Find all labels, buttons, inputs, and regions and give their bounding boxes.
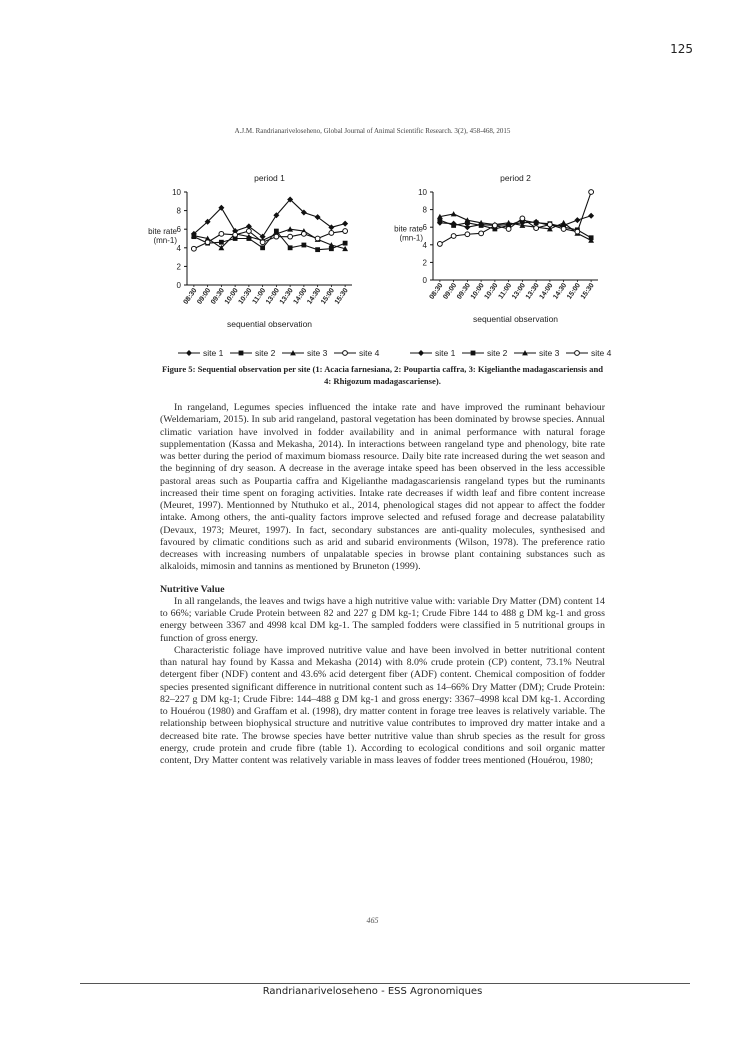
x-tick-label: 13:00 — [511, 282, 528, 301]
x-tick-label: 14:30 — [306, 287, 323, 306]
x-axis-label: sequential observation — [226, 319, 313, 329]
series-line-1 — [194, 199, 345, 236]
legend-marker-1 — [418, 350, 424, 356]
data-point-site-4 — [520, 216, 525, 221]
journal-page-number: 465 — [366, 916, 379, 925]
data-point-site-4 — [205, 240, 210, 245]
series-line-2 — [194, 231, 345, 250]
paragraph-1: In rangeland, Legumes species influenced the intake rate and have improved the ruminant behaviour (Weldemariam, 2015). In sub arid rangeland, pastoral vegetation has been dominated by browse species. Annual climatic variation have involved in fodder availability and in animal performance with natural forage supplementation (Kassa and Mekasha, 2014). In interactions between rangeland type and phenology, bite rate was better during the period of maximum biomass resource. Daily bite rate increased during the wet season and the beginning of dry season. A decrease in the average intake speed has been observed in the less accessible pastoral areas such as Poupartia caffra and Kigelianthe madagascariensis rangeland types but the ruminants increased their time spent on foraging activities. Intake rate decreases if width leaf and fibre content increase (Meuret, 1997). Mentionned by Ntuthuko et al., 2014, phenological stages did not appear to affect the fodder intake. Among others, the anti-quality factors improve selected and refused forage and decrease palatability (Devaux, 1973; Meuret, 1997). In fact, secondary substances are anti-quality molecules, synthesised and favoured by climatic conditions such as arid and subarid environments (Wilson, 1978). The preference ratio decreases with increasing numbers of unpalatable species in browse plant containing substances such as alkaloids, mimosin and tannins as mentioned by Bruneton (1999). — [160, 402, 605, 573]
legend-label: site 1 — [203, 348, 224, 358]
chart-title: period 1 — [254, 173, 285, 183]
x-tick-label: 09:30 — [456, 282, 473, 301]
x-tick-label: 09:30 — [210, 287, 227, 306]
x-axis-label: sequential observation — [472, 314, 559, 324]
x-tick-label: 13:30 — [278, 287, 295, 306]
x-tick-label: 10:30 — [237, 287, 254, 306]
y-tick-label: 6 — [176, 225, 181, 235]
legend-marker-2 — [471, 351, 476, 356]
y-tick-label: 0 — [422, 276, 427, 285]
y-tick-label: 4 — [422, 240, 427, 250]
x-tick-label: 13:30 — [524, 282, 541, 301]
data-point-site-2 — [219, 240, 224, 245]
legend-period-1 — [176, 346, 391, 360]
section-heading: Nutritive Value — [160, 583, 225, 595]
data-point-site-4 — [561, 227, 566, 232]
data-point-site-4 — [191, 246, 196, 251]
legend-marker-4 — [343, 351, 348, 356]
x-tick-label: 10:00 — [223, 287, 240, 306]
chart-period-2 — [393, 172, 618, 332]
x-tick-label: 15:00 — [320, 287, 337, 306]
legend-label: site 3 — [307, 348, 328, 358]
data-point-site-4 — [219, 231, 224, 236]
data-point-site-4 — [492, 223, 497, 228]
legend-label: site 4 — [359, 348, 380, 358]
data-point-site-4 — [329, 231, 334, 236]
footer-text: Randrianarivelosehen​o - ESS Agronomiques — [262, 986, 483, 997]
data-point-site-4 — [437, 242, 442, 247]
data-point-site-2 — [451, 223, 456, 228]
paragraph-2: In all rangelands, the leaves and twigs have a high nutritive value with: variable Dry Matter (DM) content 14 to 66%; variable Crude Protein between 82 and 227 g DM kg-1; Crude Fibre 144 to 488 g DM kg-1 and gross energy between 3367 and 4998 kcal DM kg-1. The sampled fodders were classified in 5 nutritional groups in function of gross energy. — [160, 595, 605, 644]
x-tick-label: 11:00 — [497, 282, 514, 301]
legend-marker-4 — [575, 351, 580, 356]
data-point-site-4 — [589, 190, 594, 195]
x-tick-label: 14:00 — [538, 282, 555, 301]
data-point-site-4 — [547, 222, 552, 227]
y-tick-label: 10 — [418, 188, 427, 197]
data-point-site-4 — [260, 240, 265, 245]
y-axis-label-unit: (mn-1) — [153, 235, 177, 245]
y-tick-label: 8 — [176, 206, 181, 216]
legend-label: site 3 — [539, 348, 560, 358]
data-point-site-4 — [534, 226, 539, 231]
data-point-site-4 — [506, 227, 511, 232]
data-point-site-4 — [343, 229, 348, 234]
figure-caption: Figure 5: Sequential observation per site (1: Acacia farnesiana, 2: Poupartia caffra, 3: Kigelianthe madagascariensis and 4: Rhigozum madagascariense). — [161, 364, 604, 386]
data-point-site-1 — [574, 217, 580, 223]
data-point-site-4 — [288, 234, 293, 239]
data-point-site-2 — [288, 245, 293, 250]
series-line-4 — [194, 231, 345, 249]
chart-period-1 — [148, 172, 385, 332]
data-point-site-1 — [588, 213, 594, 219]
legend-marker-2 — [239, 351, 244, 356]
x-tick-label: 14:30 — [552, 282, 569, 301]
data-point-site-4 — [274, 234, 279, 239]
data-point-site-4 — [451, 234, 456, 239]
data-point-site-1 — [342, 221, 348, 227]
legend-label: site 4 — [591, 348, 612, 358]
x-tick-label: 10:00 — [469, 282, 486, 301]
x-tick-label: 13:00 — [265, 287, 282, 306]
data-point-site-4 — [246, 229, 251, 234]
x-tick-label: 08:30 — [182, 287, 199, 306]
y-axis-label: bite rate — [148, 226, 177, 236]
data-point-site-4 — [301, 231, 306, 236]
data-point-site-2 — [343, 241, 348, 246]
y-tick-label: 8 — [422, 205, 427, 215]
legend-label: site 2 — [487, 348, 508, 358]
y-tick-label: 2 — [422, 258, 427, 268]
paragraph-3: Characteristic foliage have improved nutritive value and have been involved in better nutritional content than natural hay found by Kassa and Mekasha (2014) with 8.0% crude protein (CP) content, 73.1% Neutral detergent fiber (NDF) content and 43.6% acid detergent fiber (ADF) content. Chemical composition of fodder species presented significant difference in nutritional content such as 14–66% Dry Matter (DM); Crude Protein: 82–227 g DM kg-1; Crude Fibre: 144–488 g DM kg-1 and gross energy: 3367–4998 kcal DM kg-1. According to Houérou (1980) and Graffam et al. (1998), dry matter content in forage tree leaves is relatively variable. The relationship between biophysical structure and nutritive value contributes to improved dry matter intake and a decreased bite rate. The browse species have better nutritive value than shrub species as the result for gross energy, crude protein and crude fibre (table 1). According to ecological conditions and soil organic matter content, Dry Matter content was relatively variable in mass leaves of fodder trees mentioned (Houérou, 1980; — [160, 644, 605, 766]
x-tick-label: 11:00 — [251, 287, 268, 306]
legend-period-2 — [408, 346, 623, 360]
y-axis-label: bite rate — [394, 224, 423, 234]
x-tick-label: 10:30 — [483, 282, 500, 301]
running-head: A.J.M. Randrianariveloseheno, Global Journal of Animal Scientific Research. 3(2), 458-468, 2015 — [234, 127, 511, 135]
y-tick-label: 4 — [176, 243, 181, 253]
x-tick-label: 09:00 — [196, 287, 213, 306]
data-point-site-2 — [315, 247, 320, 252]
chart-title: period 2 — [500, 173, 531, 183]
series-line-3 — [440, 214, 591, 240]
x-tick-label: 14:00 — [292, 287, 309, 306]
x-tick-label: 09:00 — [442, 282, 459, 301]
data-point-site-4 — [575, 229, 580, 234]
data-point-site-4 — [479, 231, 484, 236]
y-tick-label: 6 — [422, 223, 427, 233]
y-axis-label-unit: (mn-1) — [399, 233, 423, 243]
body-text — [160, 402, 605, 767]
y-tick-label: 0 — [176, 281, 181, 290]
legend-label: site 2 — [255, 348, 276, 358]
y-tick-label: 2 — [176, 262, 181, 272]
data-point-site-3 — [561, 220, 567, 225]
x-tick-label: 15:00 — [566, 282, 583, 301]
data-point-site-2 — [301, 243, 306, 248]
x-tick-label: 08:30 — [428, 282, 445, 301]
page-number: 125 — [670, 42, 693, 56]
x-tick-label: 15:30 — [579, 282, 596, 301]
legend-marker-1 — [186, 350, 192, 356]
x-tick-label: 15:30 — [333, 287, 350, 306]
legend-label: site 1 — [435, 348, 456, 358]
data-point-site-4 — [465, 232, 470, 237]
footer-rule — [80, 983, 690, 984]
data-point-site-4 — [315, 236, 320, 241]
y-tick-label: 10 — [172, 188, 181, 197]
data-point-site-3 — [464, 217, 470, 222]
data-point-site-4 — [233, 232, 238, 237]
data-point-site-2 — [260, 245, 265, 250]
data-point-site-3 — [451, 211, 457, 216]
